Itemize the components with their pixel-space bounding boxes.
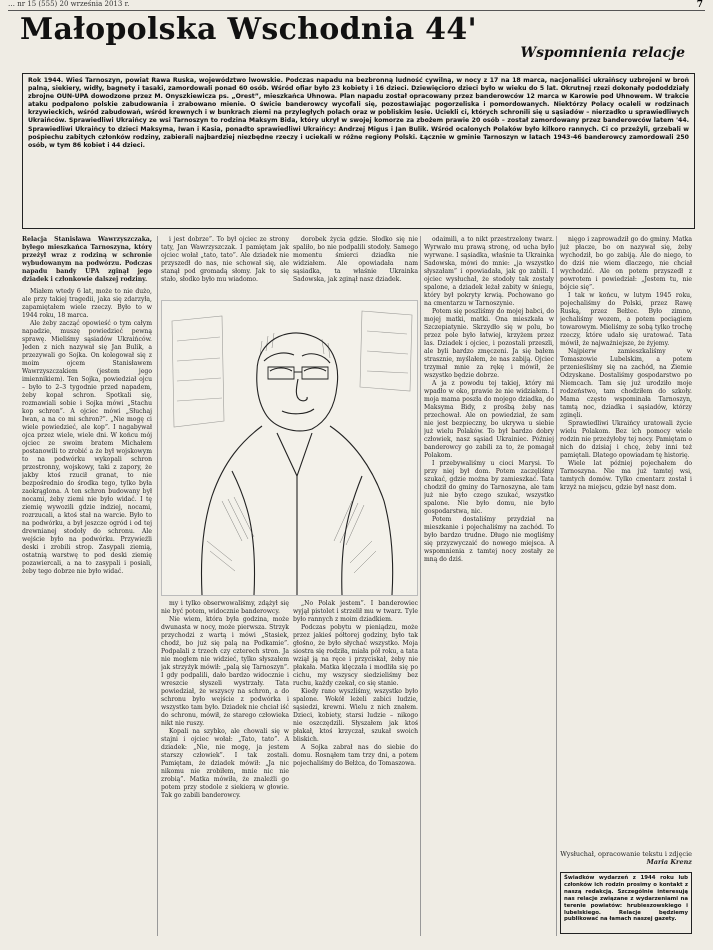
- body-paragraph: I tak w końcu, w lutym 1945 roku, pojechaliśmy do Polski, przez Rawę Ruską, przez Bełżec. Było zimno, jechaliśmy wozem, a potem pociągiem towarowym. Mieliśmy ze sobą tylko trochę rzeczy, które udało się uratować. Tata mówił, że najważniejsze, że żyjemy.: [560, 292, 692, 347]
- body-paragraph: Najpierw zamieszkaliśmy w Tomaszowie Lubelskim, a potem przenieśliśmy się na zachód, na Ziemie Odzyskane. Dostaliśmy gospodarstwo po Niemcach. Tam się już urodziło moje rodzeństwo, tam chodziłem do szkoły. Mama często wspominała Tarnoszyn, tamtą noc, dziadka i sąsiadów, którzy zginęli.: [560, 348, 692, 419]
- body-paragraph: dorobek życia gdzie. Słodko się nie spaliło, bo nie podpalili stodoły. Samego momentu śmierci dziadka nie widziałem. Ale opowiadała nam sąsiadka, ta właśnie Ukrainka Sadowska, jak zginął nasz dziadek.: [293, 236, 418, 283]
- lead-paragraph: Rok 1944. Wieś Tarnoszyn, powiat Rawa Ruska, województwo lwowskie. Podczas napadu na bezbronną ludność cywilną, w nocy z 17 na 18 marca, nacjonaliści ukraińscy uzbrojeni w broń palną, siekiery, widły, bagnety i tasaki, zamordowali ponad 60 osób. Wśród ofiar było 23 kobiety i 16 dzieci. Dziewięcioro dzieci było w wieku do 5 lat. Okrutnej rzezi dokonały pododdziały zbrojne OUN-UPA dowodzone przez M. Onyszkiewicza ps. „Orest”, mieszkańca Uhnowa. Plan napadu został opracowany przez banderowców 12 marca w Karowie pod Uhnowem. W trakcie ataku podpalono polskie zabudowania i zrabowano mienie. O świcie banderowcy wycofali się, pozostawiając pogorzeliska i pomordowanych. Niektórzy Polacy ocaleli w rodzinach krzywieckich, wśród zabudowań, wśród krewnych i w bunkrach ziemi na przyległych polach oraz w pobliskim lesie. Uciekli ci, których schronili się u sąsiadów – nierzadko u sprawiedliwych Ukraińców. Sprawiedliwi Ukraińcy ze wsi Tarnoszyn to rodzina Maksym Bida, który ukrył w swojej komorze za zbożem prawie 20 osób – został zamordowany przez banderowców latem '44. Sprawiedliwi Ukraińcy to dzieci Maksyma, Iwan i Kasia, ponadto sprawiedliwi Ukraińcy: Andrzej Migus i Jan Bulik. Wśród ocalonych Polaków było kilkoro rannych. Ci co przeżyli, grzebali w pośpiechu zabitych członków rodziny, zabierali najbardziej niezbędne rzeczy i uciekali w różne regiony Polski. Łącznie w gminie Tarnoszyn w latach 1943-46 banderowcy zamordowali 250 osób, w tym 86 kobiet i 44 dzieci.: [28, 77, 689, 149]
- column-3-upper: [293, 236, 418, 294]
- column-divider: [420, 236, 421, 936]
- article-title: Małopolska Wschodnia 44': [20, 12, 478, 47]
- page-header-strip: … nr 15 (555) 20 września 2013 r.: [8, 0, 705, 11]
- body-paragraph: Kopali na szybko, ale chowali się w stajni i ojciec wołał: „Tato, tato”. A dziadek: „Nie, nie mogę, ja jestem starszy człowiek”. I tak zostali. Pamiętam, że dziadek mówił: „Ja nic nikomu nie zrobiłem, mnie nic nie zrobią”. Matka mówiła, że znaleźli go potem przy stodole z siekierą w głowie. Tak go zabili banderowcy.: [161, 728, 289, 799]
- body-paragraph: nięgo i zaprowadził go do gminy. Matka już płacze, bo on nazywał się, żeby wychodził, bo go zabiją. Ale do niego, to do dziś nie wiem dlaczego, nie chciał wychodzić. Ale on potem przyszedł z powrotem i powiedział: „Jestem tu, nie bójcie się”.: [560, 236, 692, 291]
- column-divider: [157, 236, 158, 936]
- body-paragraph: Potem dostaliśmy przydział na mieszkanie i pojechaliśmy na zachód. To było bardzo trudne. Długo nie mogliśmy się przyzwyczaić do nowego miejsca. A wspomnienia z tamtej nocy zostały ze mną do dziś.: [424, 516, 554, 563]
- column-3-lower: [293, 600, 418, 936]
- column-4: [424, 236, 554, 936]
- body-paragraph: Potem się poszliśmy do mojej babci, do mojej matki, matki. Ona mieszkała w Szczepiatynie. Skrzydło się w polu, bo przez pole było łatwiej, krzyżem przez las. Dziadek i ojciec, i pozostali przeszli, ale byli bardzo zmęczeni. Ja się bałem strasznie, myślałem, że nas zabiją. Ojciec trzymał mnie za rękę i mówił, że wszystko będzie dobrze.: [424, 308, 554, 379]
- body-paragraph: Sprawiedliwi Ukraińcy uratowali życie wielu Polakom. Bez ich pomocy wiele rodzin nie przeżyłoby tej nocy. Pamiętam o nich do dzisiaj i chcę, żeby inni też pamiętali. Dlatego opowiadam tę historię.: [560, 420, 692, 459]
- column-5: [560, 236, 692, 866]
- article-subtitle: Wspomnienia relacje: [520, 45, 685, 61]
- intro-paragraph: Relacja Stanisława Wawrzyszczaka, byłego mieszkańca Tarnoszyna, który przeżył wraz z rodziną w schronie wybudowanym na podwórzu. Podczas napadu bandy UPA zginął jego dziadek i członkowie dalszej rodziny.: [22, 236, 152, 283]
- body-paragraph: Ale żeby zacząć opowieść o tym całym napadzie, muszę powiedzieć pewną sprawę. Mieliśmy sąsiadów Ukraińców. Jeden z nich nazywał się Jan Bulik, a przezywali go Sojka. On kolegował się z moim ojcem Stanisławem Wawrzyszczakiem (jestem jego imiennikiem). Ten Sojka, powiedział ojcu – było to 2–3 tygodnie przed napadem, żeby kopał schron. Spotkali się, rozmawiali sobie i Sojka mówi „Stachu kop schron”. A ojciec mówi „Słuchaj Iwan, a na co mi schron?”. „Nie mogę ci wiele powiedzieć, ale kop”. I nagabywał ojca przez wiele, wiele dni. W końcu mój ojciec ze swoim bratem Michałem postanowili to zrobić a że był wojskowym to na podwórku wykopali schron przestronny, wojskowy, taki z zapory, że jakby ktoś rzucił granat, to nie bezpośrednio do środka tego, tylko była zaokrąglona. A ten schron budowany był nocami, żeby ziemi nie było widać. I tę ziemię wywozili gdzie indziej, nocami, rozrzucali, a ktoś stał na warcie. Było to na podwórku, a był jeszcze ogród i od tej drewnianej stodoły do schronu. Ale wejście było na podwórku. Przywieźli deski i zrobili strop. Zasypali ziemią, ostatnią warstwę to pod deski ziemię pozawiercali, a na to zasypali i posiali, żeby tego dobrze nie było widać.: [22, 320, 152, 575]
- column-1: [22, 236, 152, 936]
- body-paragraph: odaimili, a to nikt przestrzelony twarz. Wyrwało mu prawą stronę, od ucha było wyrwane. I sąsiadka, właśnie ta Ukrainka Sadowska, mówi do mnie: „ja wszystko słyszałam” i opowiadała, jak go zabili. I ojciec wysłuchał, że stodoły tak zostały spalone, a dziadek leżał zabity w śniegu, który był pokryty krwią. Pochowano go na cmentarzu w Tarnoszynie.: [424, 236, 554, 307]
- author-name: Maria Krenz: [646, 858, 692, 866]
- body-paragraph: Wiele lat później pojechałem do Tarnoszyna. Nie ma już tamtej wsi, tamtych domów. Tylko cmentarz został i krzyż na miejscu, gdzie był nasz dom.: [560, 460, 692, 491]
- body-paragraph: my i tylko obserwowaliśmy, zdążył się nie być potem, widocznie banderowcy.: [161, 600, 289, 615]
- article-credits: [560, 850, 692, 866]
- column-2-upper: [161, 236, 289, 294]
- body-paragraph: i jest dobrze”. To był ojciec ze strony taty, Jan Wawrzyszczak. I pamiętam jak ojciec wołał „tato, tato”. Ale dziadek nie przyszedł do nas, nie schował się, ale stanął pod gromadą słomy. Jak to się stało, słodko było mu wiadomo.: [161, 236, 289, 283]
- column-divider: [556, 236, 557, 936]
- body-paragraph: Podczas pobytu w pieniądzu, może przez jakieś półtorej godziny, było tak głośno, że było słychać wszystko. Moja siostra się rodziła, miała pół roku, a tata wziął ją na ręce i przyciskał, żeby nie płakała. Matka klęczała i modliła się po cichu, my wszyscy siedzieliśmy bez ruchu, każdy czekał, co się stanie.: [293, 624, 418, 687]
- body-paragraph: Miałem wtedy 6 lat, może to nie dużo, ale przy takiej tragedii, jaka się zdarzyła, zapamiętałem wiele rzeczy. Było to w 1944 roku, 18 marca.: [22, 288, 152, 319]
- sketch-portrait-illustration: [162, 301, 417, 595]
- body-paragraph: A ja z powodu tej takiej, który mi wpadło w oko, prawie że nie widziałem. I moja mama poszła do mojego dziadka, do Maksyma Bidy, z prośbą żeby nas przechował. Ale on powiedział, że sam nie jest bezpieczny, bo ukrywa u siebie już wielu Polaków. To był bardzo dobry człowiek, nasz sąsiad Ukrainiec. Później banderowcy go zabili za to, że pomagał Polakom.: [424, 380, 554, 459]
- column-2-lower: [161, 600, 289, 936]
- portrait-photo: [161, 300, 418, 596]
- page-number: 7: [696, 0, 703, 10]
- editorial-note-box: Świadków wydarzeń z 1944 roku lub członków ich rodzin prosimy o kontakt z naszą redakcją. Szczególnie interesują nas relacje związane z wydarzeniami na terenie powiatów: hrubieszowskiego i lubelskiego. Relacje będziemy publikować na łamach naszej gazety.: [560, 872, 692, 934]
- lead-box: [22, 73, 695, 229]
- body-paragraph: „No Polak jestem”. I banderowiec wyjął pistolet i strzelił mu w twarz. Tyle było rannych z moim dziadkiem.: [293, 600, 418, 623]
- body-paragraph: Kiedy rano wyszliśmy, wszystko było spalone. Wokół leżeli zabici ludzie, sąsiedzi, krewni. Wielu z nich znałem. Dzieci, kobiety, starsi ludzie – nikogo nie oszczędzili. Słyszałem jak ktoś płakał, ktoś krzyczał, szukał swoich bliskich.: [293, 688, 418, 743]
- body-paragraph: Nie wiem, która była godzina, może dwunasta w nocy, może pierwsza. Strzyk przychodzi z wartą i mówi „Stasiek, chodź, bo już się palą na Podkamie”. Podpalali z trzech czy czterech stron. Ja nie mogłem nie widzieć, tylko słyszałem jak strzyżyk mówił: „palą się Tarnoszyn”. I gdy podpalili, dało bardzo widocznie i wreszcie słyszeli wystrzały. Tata powiedział, że wszyscy na schron, a do schronu było wejście z podwórka i wszystko tam było. Dziadek nie chciał iść do schronu, mówił, że starego człowieka nikt nie ruszy.: [161, 616, 289, 727]
- credits-line: Wysłuchał, opracowanie tekstu i zdjęcie: [560, 850, 692, 858]
- body-paragraph: A Sojka zabrał nas do siebie do domu. Rosnąłem tam trzy dni, a potem pojechaliśmy do Bełżca, do Tomaszowa.: [293, 744, 418, 767]
- body-paragraph: I przebywaliśmy u cioci Marysi. To przy niej był dom. Potem zaczęliśmy szukać, gdzie można by zamieszkać. Tata chodził do gminy do Tarnoszyna, ale tam już nie było czego szukać, wszystko spalone. Nie było domu, nie było gospodarstwa, nic.: [424, 460, 554, 515]
